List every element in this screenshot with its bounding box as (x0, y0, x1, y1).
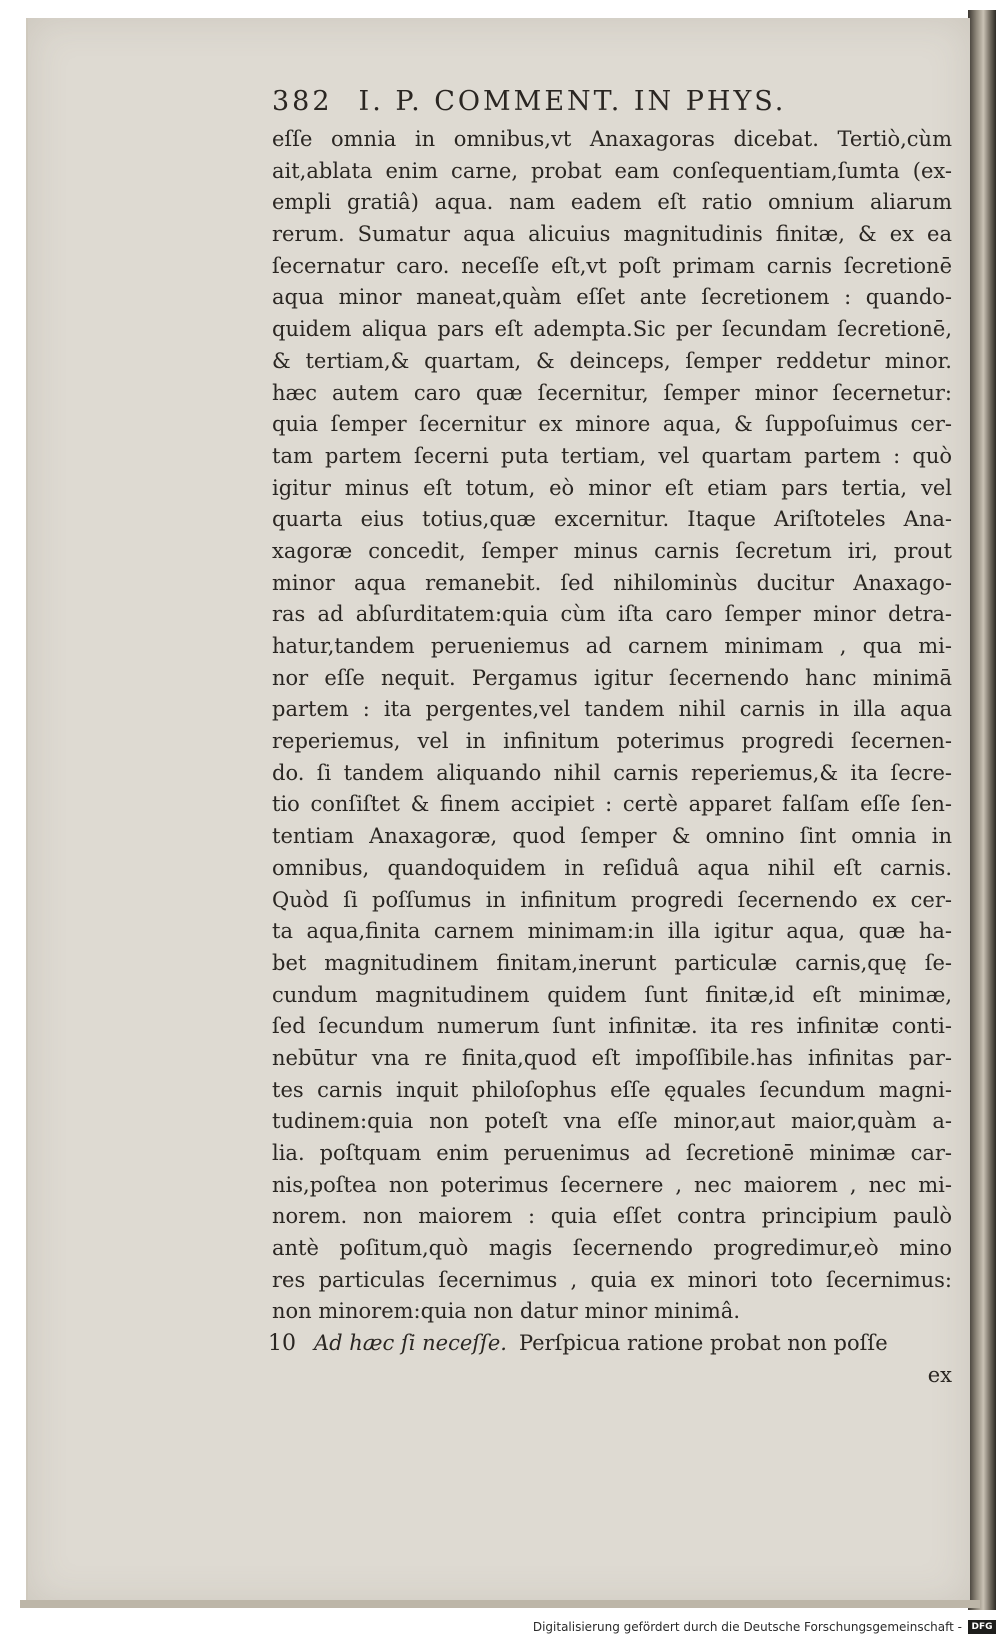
text-line: hatur,tandem perueniemus ad carnem minimam , qua mi- (272, 634, 952, 658)
digitization-footer (0, 1615, 1000, 1638)
text-line: Quòd ſi poſſumus in infinitum progredi ſecernendo ex cer- (272, 887, 952, 912)
text-line: quarta eius totius,quæ excernitur. Itaque Ariſtoteles Ana- (272, 507, 952, 532)
text-line: reperiemus, vel in infinitum poterimus progredi ſecernen- (272, 729, 952, 754)
text-line: norem. non maiorem : quia eſſet contra principium paulò (272, 1204, 952, 1229)
text-line: ta aqua,finita carnem minimam:in illa igitur aqua, quæ ha- (272, 919, 952, 944)
catchword: ex (927, 1362, 952, 1387)
body-text (272, 124, 952, 1328)
paragraph-text: Perſpicua ratione probat non poſſe (518, 1331, 888, 1356)
text-line: cundum magnitudinem quidem ſunt finitæ,id eſt minimæ, (272, 982, 952, 1007)
text-line: rerum. Sumatur aqua alicuius magnitudinis finitæ, & ex ea (272, 222, 952, 247)
text-line: omnibus, quandoquidem in reſiduâ aqua nihil eſt carnis. (272, 855, 952, 880)
text-line: non minorem:quia non datur minor minimâ. (272, 1299, 740, 1324)
text-line: bet magnitudinem finitam,inerunt particulæ carnis,quę ſe- (272, 950, 952, 975)
text-line: hæc autem caro quæ ſecernitur, ſemper minor ſecernetur: (272, 380, 952, 405)
running-head (272, 80, 952, 124)
text-line: ſed ſecundum numerum ſunt infinitæ. ita res infinitæ conti- (272, 1014, 952, 1039)
text-line: do. ſi tandem aliquando nihil carnis reperiemus,& ita ſecre- (272, 760, 952, 785)
text-line: quidem aliqua pars eſt adempta.Sic per ſecundam ſecretionē, (272, 317, 952, 342)
text-block (268, 80, 952, 1390)
text-line: res particulas ſecernimus , quia ex minori toto ſecernimus: (272, 1267, 952, 1292)
text-line: tudinem:quia non poteſt vna eſſe minor,aut maior,quàm a- (272, 1109, 952, 1134)
text-line: nebūtur vna re finita,quod eſt impoſſibile.has infinitas par- (272, 1045, 952, 1070)
text-line: ſecernatur caro. neceſſe eſt,vt poſt primam carnis ſecretionē (272, 253, 952, 278)
text-line: tam partem ſecerni puta tertiam, vel quartam partem : quò (272, 443, 952, 468)
text-line: eſſe omnia in omnibus,vt Anaxagoras dicebat. Tertiò,cùm (272, 127, 952, 151)
text-line: igitur minus eſt totum, eò minor eſt etiam pars tertia, vel (272, 475, 952, 500)
text-line: ait,ablata enim carne, probat eam conſequentiam,ſumta (ex- (272, 158, 952, 183)
page-edge-shadow (968, 10, 996, 1610)
page-number: 382 (272, 86, 333, 117)
dfg-logo: DFG (968, 1620, 996, 1634)
text-line: empli gratiâ) aqua. nam eadem eſt ratio omnium aliarum (272, 190, 952, 215)
text-line: & tertiam,& quartam, & deinceps, ſemper reddetur minor. (272, 348, 952, 373)
text-line: ras ad abſurditatem:quia cùm iſta caro ſemper minor detra- (272, 602, 952, 627)
text-line: tes carnis inquit philoſophus eſſe ęquales ſecundum magni- (272, 1077, 952, 1102)
text-line: minor aqua remanebit. ſed nihilominùs ducitur Anaxago- (272, 570, 952, 595)
text-line: aqua minor maneat,quàm eſſet ante ſecretionem : quando- (272, 285, 952, 310)
text-line: tentiam Anaxagoræ, quod ſemper & omnino ſint omnia in (272, 824, 952, 849)
text-line: tio conſiſtet & finem accipiet : certè apparet falſam eſſe ſen- (272, 792, 952, 817)
lemma: Ad hæc ſi neceſſe. (314, 1331, 507, 1356)
text-line: xagoræ concedit, ſemper minus carnis ſecretum iri, prout (272, 538, 952, 563)
text-line: quia ſemper ſecernitur ex minore aqua, & ſuppoſuimus cer- (272, 412, 952, 437)
text-line: nor eſſe nequit. Pergamus igitur ſecernendo hanc minimā (272, 665, 952, 690)
page-bottom-edge (20, 1600, 980, 1608)
running-title: I. P. COMMENT. IN PHYS. (358, 86, 787, 117)
funding-credit: Digitalisierung gefördert durch die Deutsche Forschungsgemeinschaft - (532, 1619, 962, 1634)
text-line: nis,poſtea non poterimus ſecernere , nec maiorem , nec mi- (272, 1172, 952, 1197)
text-line: antè poſitum,quò magis ſecernendo progredimur,eò mino (272, 1236, 952, 1261)
section-number: 10 (268, 1331, 296, 1357)
text-line: partem : ita pergentes,vel tandem nihil carnis in illa aqua (272, 697, 952, 722)
text-line: lia. poſtquam enim peruenimus ad ſecretionē minimæ car- (272, 1141, 952, 1165)
paragraph-start (268, 1328, 952, 1360)
